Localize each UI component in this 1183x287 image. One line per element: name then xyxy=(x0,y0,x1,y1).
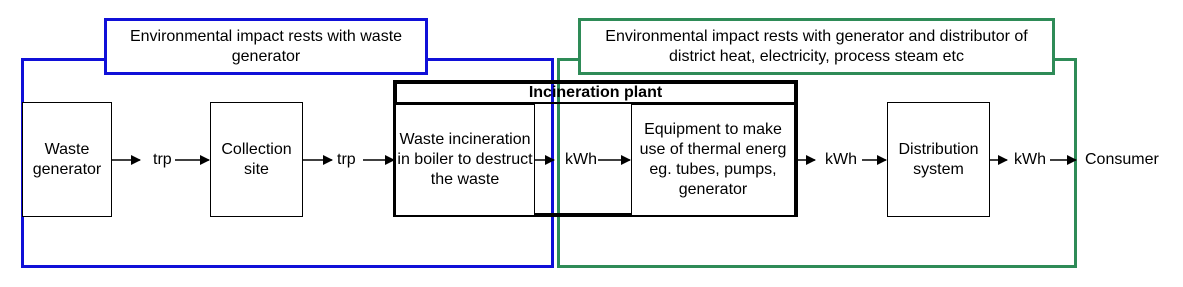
distributor-responsibility-label xyxy=(578,18,1055,75)
distributor-responsibility-text: Environmental impact rests with generator and distributor of district heat, electricity, process steam etc xyxy=(605,27,1028,65)
flow-label-kwh-2: kWh xyxy=(825,151,857,168)
distribution-system-label: Distribution system xyxy=(898,140,979,178)
flow-label-trp-1: trp xyxy=(153,151,172,168)
waste-generator-label: Waste generator xyxy=(32,140,102,178)
equipment-box xyxy=(631,104,795,216)
waste-generator-responsibility-text: Environmental impact rests with waste generator xyxy=(129,27,403,65)
incineration-box xyxy=(395,104,535,216)
equipment-label: Equipment to make use of thermal energ eg. tubes, pumps, generator xyxy=(639,121,787,198)
incineration-plant-title: Incineration plant xyxy=(528,84,663,101)
flow-label-trp-2: trp xyxy=(337,151,356,168)
consumer-label: Consumer xyxy=(1085,151,1159,168)
flow-label-kwh-1: kWh xyxy=(565,151,597,168)
collection-site-box xyxy=(210,102,303,217)
distribution-system-box xyxy=(887,102,990,217)
flow-label-kwh-3: kWh xyxy=(1014,151,1046,168)
incineration-label: Waste incineration in boiler to destruct the waste xyxy=(397,131,533,188)
waste-generator-box xyxy=(22,102,112,217)
collection-site-label: Collection site xyxy=(221,140,292,178)
waste-generator-responsibility-label xyxy=(104,18,428,75)
